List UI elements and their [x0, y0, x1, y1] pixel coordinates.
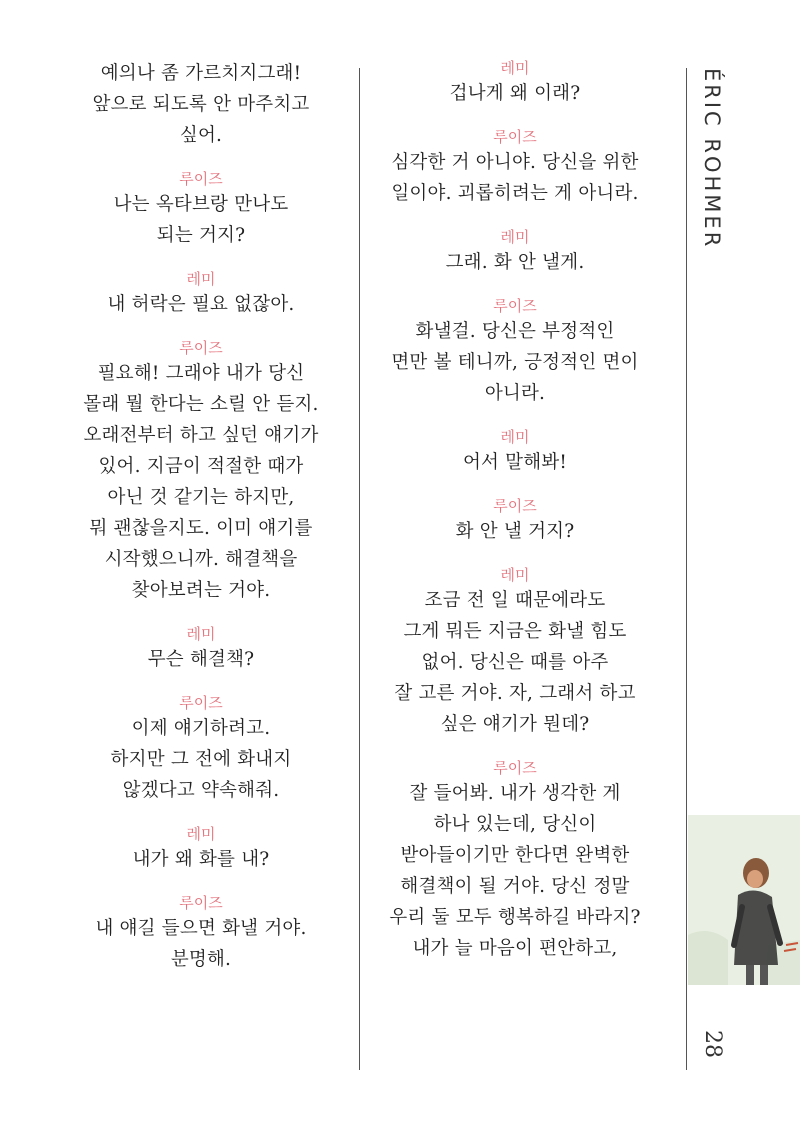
dialogue-line: 내가 늘 마음이 편안하고, [412, 938, 618, 959]
dialogue-line: 있어. 지금이 적절한 때가 [98, 456, 304, 477]
dialogue-line: 찾아보려는 거야. [131, 580, 271, 601]
dialogue-block [380, 227, 650, 278]
dialogue-line: 되는 거지? [156, 225, 246, 246]
dialogue-block [380, 758, 650, 964]
speaker-name: 레미 [500, 428, 530, 446]
dialogue-line: 잘 고른 거야. 자, 그래서 하고 [394, 683, 636, 704]
left-dialogue-column [66, 58, 336, 975]
margin-divider [686, 68, 687, 1070]
dialogue-block [66, 824, 336, 875]
dialogue-line: 조금 전 일 때문에라도 [424, 590, 606, 611]
page-number: 28 [700, 1030, 725, 1058]
speaker-name: 레미 [500, 59, 530, 77]
dialogue-line: 겁나게 왜 이래? [449, 83, 581, 104]
dialogue-line: 뭐 괜찮을지도. 이미 얘기를 [89, 518, 313, 539]
dialogue-line: 몰래 뭘 한다는 소릴 안 듣지. [83, 394, 319, 415]
dialogue-line: 내가 왜 화를 내? [132, 849, 270, 870]
dialogue-block [380, 496, 650, 547]
dialogue-line: 무슨 해결책? [147, 649, 255, 670]
dialogue-line: 예의나 좀 가르치지그래! [100, 63, 302, 84]
speaker-name: 루이즈 [493, 759, 537, 777]
dialogue-line: 우리 둘 모두 행복하길 바라지? [389, 907, 641, 928]
speaker-name: 루이즈 [179, 894, 223, 912]
speaker-name: 레미 [186, 825, 216, 843]
speaker-name: 루이즈 [179, 694, 223, 712]
dialogue-line: 앞으로 되도록 안 마주치고 [92, 94, 310, 115]
dialogue-line: 없어. 당신은 때를 아주 [421, 652, 609, 673]
sketch-figure-illustration [688, 815, 800, 985]
speaker-name: 루이즈 [179, 339, 223, 357]
dialogue-line: 잘 들어봐. 내가 생각한 게 [409, 783, 621, 804]
dialogue-line: 않겠다고 약속해줘. [122, 780, 280, 801]
dialogue-line: 필요해! 그래야 내가 당신 [97, 363, 305, 384]
dialogue-line: 아니라. [484, 383, 546, 404]
dialogue-block [380, 296, 650, 409]
dialogue-block [380, 58, 650, 109]
running-title: ÉRIC ROHMER [700, 68, 724, 250]
dialogue-line: 어서 말해봐! [462, 452, 568, 473]
dialogue-line: 시작했으니까. 해결책을 [104, 549, 298, 570]
speaker-name: 레미 [500, 228, 530, 246]
dialogue-line: 분명해. [170, 949, 232, 970]
dialogue-line: 일이야. 괴롭히려는 게 아니라. [391, 183, 639, 204]
dialogue-line: 하나 있는데, 당신이 [433, 814, 597, 835]
dialogue-block [66, 893, 336, 975]
speaker-name: 루이즈 [179, 170, 223, 188]
dialogue-line: 내 얘길 들으면 화낼 거야. [95, 918, 307, 939]
speaker-name: 루이즈 [493, 497, 537, 515]
dialogue-block [380, 427, 650, 478]
dialogue-block [380, 565, 650, 740]
dialogue-line: 그래. 화 안 낼게. [445, 252, 585, 273]
dialogue-line: 내 허락은 필요 없잖아. [107, 294, 295, 315]
column-divider [359, 68, 360, 1070]
speaker-name: 루이즈 [493, 128, 537, 146]
dialogue-line: 나는 옥타브랑 만나도 [113, 194, 289, 215]
dialogue-line: 싶어. [179, 125, 223, 146]
dialogue-line: 화 안 낼 거지? [455, 521, 575, 542]
dialogue-block [66, 693, 336, 806]
dialogue-line: 해결책이 될 거야. 당신 정말 [400, 876, 630, 897]
right-dialogue-column [380, 58, 650, 964]
dialogue-block [66, 624, 336, 675]
speaker-name: 레미 [186, 270, 216, 288]
dialogue-line: 싶은 얘기가 뭔데? [440, 714, 590, 735]
dialogue-line: 아닌 것 같기는 하지만, [107, 487, 295, 508]
dialogue-line: 이제 얘기하려고. [131, 718, 271, 739]
film-still-thumbnail [688, 815, 800, 985]
dialogue-line: 화낼걸. 당신은 부정적인 [415, 321, 615, 342]
dialogue-line: 면만 볼 테니까, 긍정적인 면이 [391, 352, 639, 373]
dialogue-block [66, 58, 336, 151]
dialogue-line: 받아들이기만 한다면 완벽한 [400, 845, 630, 866]
dialogue-block [66, 169, 336, 251]
dialogue-line: 하지만 그 전에 화내지 [110, 749, 292, 770]
dialogue-block [380, 127, 650, 209]
dialogue-block [66, 269, 336, 320]
dialogue-line: 심각한 거 아니야. 당신을 위한 [391, 152, 639, 173]
speaker-name: 루이즈 [493, 297, 537, 315]
dialogue-line: 오래전부터 하고 싶던 얘기가 [83, 425, 319, 446]
dialogue-line: 그게 뭐든 지금은 화낼 힘도 [403, 621, 627, 642]
dialogue-block [66, 338, 336, 606]
speaker-name: 레미 [186, 625, 216, 643]
speaker-name: 레미 [500, 566, 530, 584]
